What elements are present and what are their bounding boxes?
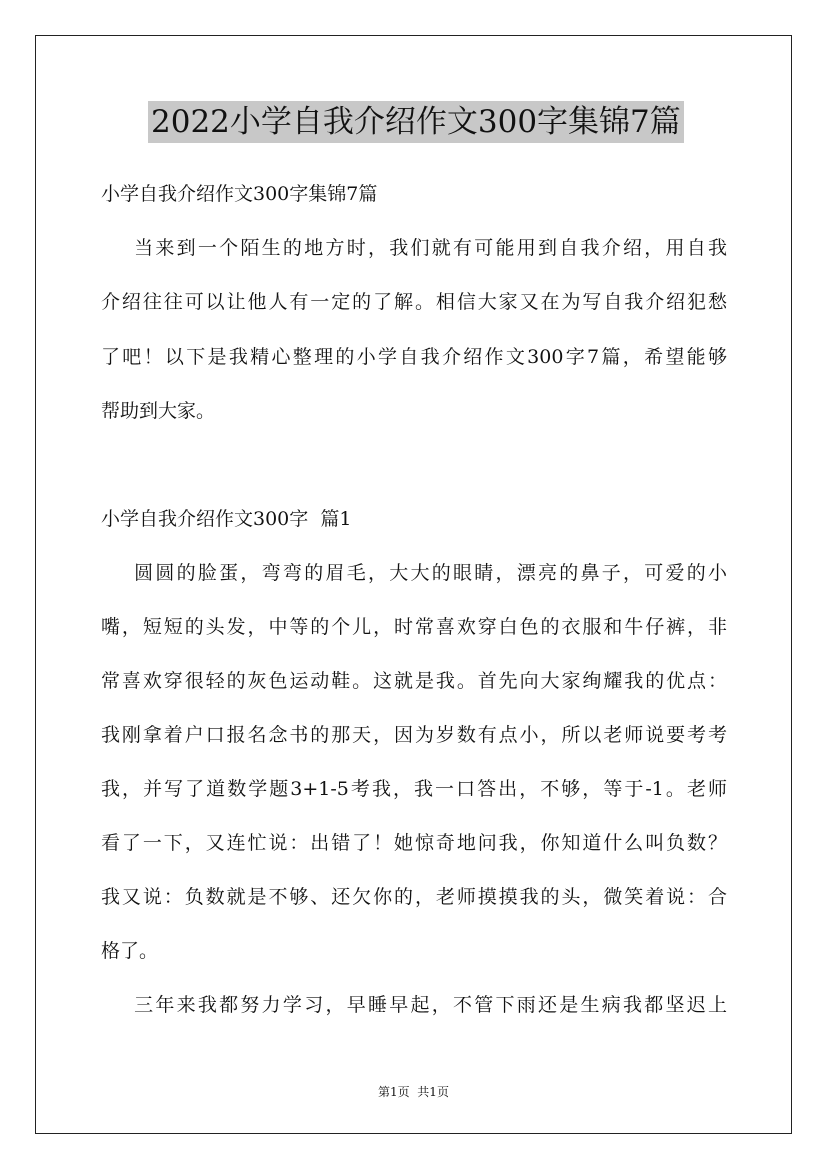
intro-line-3: 了吧！以下是我精心整理的小学自我介绍作文300字7篇，希望能够 xyxy=(101,346,727,368)
para1-line-1: 圆圆的脸蛋，弯弯的眉毛，大大的眼睛，漂亮的鼻子，可爱的小 xyxy=(101,562,727,584)
para1-line-2: 嘴，短短的头发，中等的个儿，时常喜欢穿白色的衣服和牛仔裤，非 xyxy=(101,616,727,638)
para1-line-3: 常喜欢穿很轻的灰色运动鞋。这就是我。首先向大家绚耀我的优点： xyxy=(101,670,727,692)
intro-line-2: 介绍往往可以让他人有一定的了解。相信大家又在为写自我介绍犯愁 xyxy=(101,291,727,313)
para1-line-6: 看了一下，又连忙说：出错了！她惊奇地问我，你知道什么叫负数？ xyxy=(101,832,727,854)
para1-line-8: 格了。 xyxy=(101,940,159,962)
para1-line-4: 我刚拿着户口报名念书的那天，因为岁数有点小，所以老师说要考考 xyxy=(101,724,727,746)
intro-line-4: 帮助到大家。 xyxy=(101,400,216,422)
section-heading: 小学自我介绍作文300字 篇1 xyxy=(101,508,352,530)
para1-line-5: 我，并写了道数学题3+1-5考我，我一口答出，不够，等于-1。老师 xyxy=(101,778,727,800)
para1-line-7: 我又说：负数就是不够、还欠你的，老师摸摸我的头，微笑着说：合 xyxy=(101,886,727,908)
para2-line-1: 三年来我都努力学习，早睡早起，不管下雨还是生病我都坚迟上 xyxy=(101,994,727,1016)
intro-line-1: 当来到一个陌生的地方时，我们就有可能用到自我介绍，用自我 xyxy=(101,237,727,259)
document-title: 2022小学自我介绍作文300字集锦7篇 xyxy=(148,101,684,143)
document-subtitle: 小学自我介绍作文300字集锦7篇 xyxy=(101,183,378,205)
page-number-footer: 第1页 共1页 xyxy=(378,1085,449,1099)
